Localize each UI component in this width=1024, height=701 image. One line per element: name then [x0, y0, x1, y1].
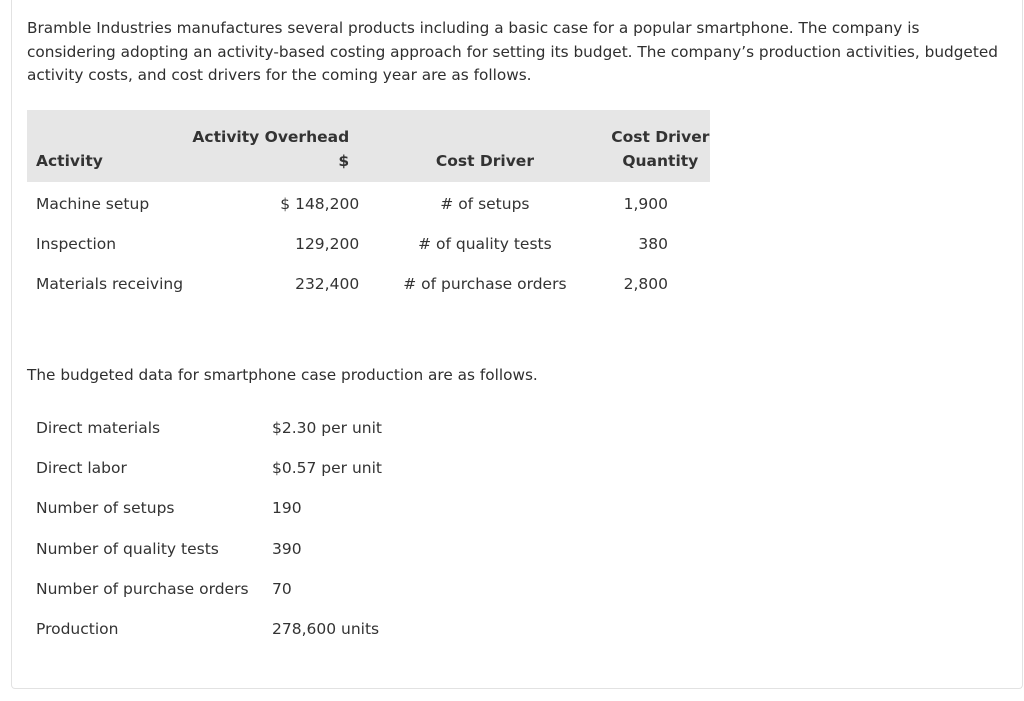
- table-row: [27, 488, 382, 528]
- overhead-value: $ 148,200: [280, 195, 360, 213]
- budget-value: $0.57 per unit: [272, 459, 383, 478]
- budget-value: 278,600 units: [272, 620, 380, 639]
- table-header-row: [27, 110, 710, 182]
- budget-value: $2.30 per unit: [272, 419, 383, 438]
- quantity-cell: 380: [638, 235, 668, 253]
- header-quantity-line1: Cost Driver: [611, 128, 710, 146]
- header-cost-driver-quantity: [611, 110, 710, 182]
- table-row: [27, 408, 382, 448]
- table-row: [27, 224, 710, 264]
- budget-value: 390: [272, 539, 302, 558]
- overhead-value: 129,200: [295, 235, 360, 253]
- quantity-cell: 1,900: [623, 195, 668, 213]
- driver-cell: # of setups: [440, 195, 530, 213]
- activity-cell: Materials receiving: [36, 275, 184, 293]
- budget-label: Number of quality tests: [36, 539, 219, 558]
- overhead-cell: [188, 264, 360, 304]
- budget-label: Number of setups: [36, 499, 175, 518]
- driver-cell: # of quality tests: [418, 235, 552, 253]
- budget-value: 70: [272, 579, 292, 598]
- activity-cell: Inspection: [36, 235, 117, 253]
- header-quantity-line2: Quantity: [622, 152, 699, 170]
- header-activity-overhead: Activity Overhead $: [188, 110, 360, 182]
- overhead-value: 232,400: [295, 275, 360, 293]
- overhead-cell: [188, 224, 360, 264]
- table-row: [27, 264, 710, 304]
- driver-cell: # of purchase orders: [403, 275, 567, 293]
- activity-cost-table: [27, 110, 710, 304]
- table-row: [27, 182, 710, 224]
- header-activity: Activity: [27, 110, 188, 182]
- quantity-cell: 2,800: [623, 275, 668, 293]
- table-row: [27, 569, 382, 609]
- budget-value: 190: [272, 499, 302, 518]
- budget-label: Direct materials: [36, 419, 161, 438]
- table-row: [27, 609, 382, 649]
- overhead-cell: [188, 182, 360, 224]
- budget-label: Production: [36, 620, 119, 639]
- header-cost-driver: Cost Driver: [359, 110, 610, 182]
- table-row: [27, 448, 382, 488]
- activity-cell: Machine setup: [36, 195, 150, 213]
- budget-intro-paragraph: The budgeted data for smartphone case production are as follows.: [27, 366, 538, 384]
- budget-label: Direct labor: [36, 459, 127, 478]
- budget-label: Number of purchase orders: [36, 579, 249, 598]
- intro-paragraph: Bramble Industries manufactures several products including a basic case for a popular smartphone. The company is considering adopting an activity-based costing approach for setting its budget. The company’s production activities, budgeted activity costs, and cost drivers for the coming year are as follows.: [27, 19, 998, 84]
- table-row: [27, 529, 382, 569]
- budget-data-table: [27, 408, 382, 649]
